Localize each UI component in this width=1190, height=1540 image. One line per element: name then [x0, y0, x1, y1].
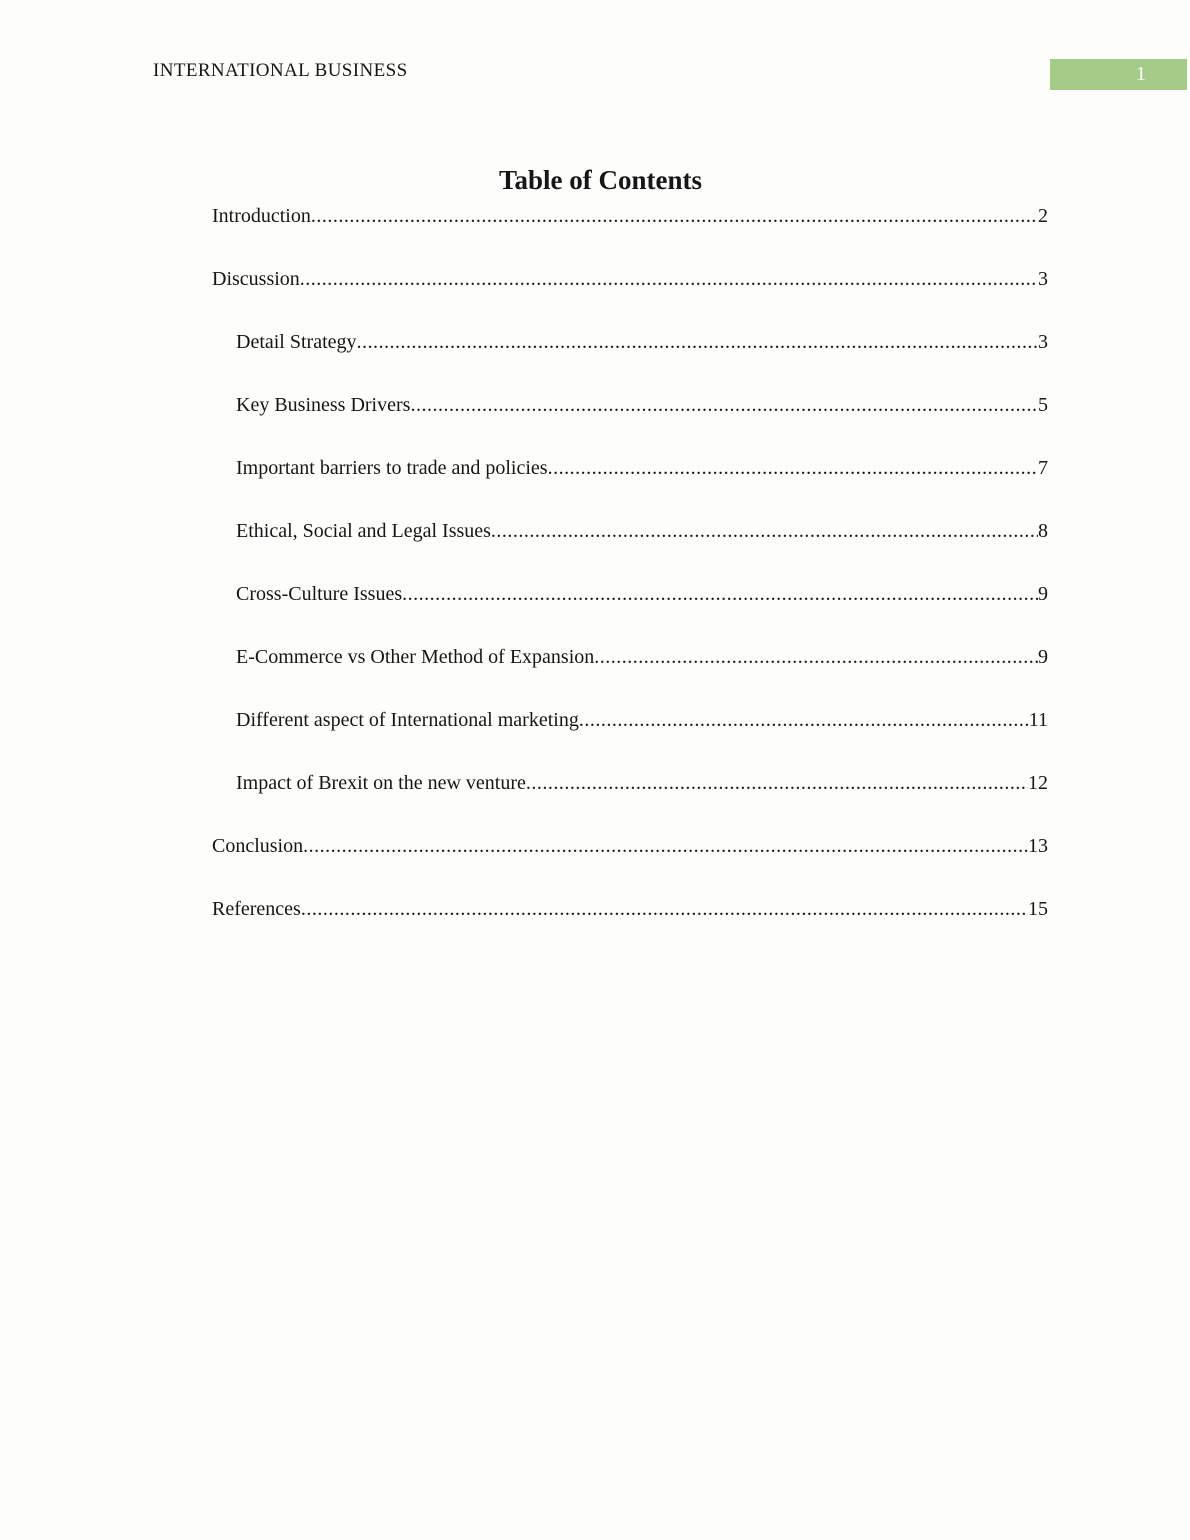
toc-entry[interactable]	[212, 266, 1048, 292]
toc-dot-leader	[491, 518, 1038, 544]
toc-entry-label: Ethical, Social and Legal Issues	[236, 520, 491, 542]
toc-entry[interactable]	[236, 518, 1048, 544]
toc-entry-page: 9	[1038, 583, 1048, 605]
toc-entry-page: 3	[1038, 331, 1048, 353]
running-head: INTERNATIONAL BUSINESS	[153, 60, 408, 81]
toc-entry-page: 8	[1038, 520, 1048, 542]
toc-entry-label: Impact of Brexit on the new venture	[236, 772, 526, 794]
toc-entry[interactable]	[212, 896, 1048, 922]
toc-entry-label: Discussion	[212, 268, 300, 290]
toc-entry-page: 11	[1028, 709, 1048, 731]
toc-entry-label: Introduction	[212, 205, 311, 227]
toc-dot-leader	[303, 833, 1028, 859]
toc-entry[interactable]	[236, 707, 1048, 733]
toc-entry-label: References	[212, 898, 301, 920]
toc-entry-label: Different aspect of International marketing	[236, 709, 579, 731]
toc-entry[interactable]	[236, 581, 1048, 607]
toc-entry-page: 2	[1038, 205, 1048, 227]
toc-entry-label: Conclusion	[212, 835, 304, 857]
toc-entry-label: Key Business Drivers	[236, 394, 411, 416]
toc-dot-leader	[357, 329, 1038, 355]
toc-dot-leader	[548, 455, 1038, 481]
toc-dot-leader	[300, 266, 1038, 292]
toc-entry-page: 7	[1038, 457, 1048, 479]
toc-entry[interactable]	[236, 644, 1048, 670]
toc-dot-leader	[526, 770, 1028, 796]
toc-entry-page: 13	[1028, 835, 1048, 857]
toc-title: Table of Contents	[498, 165, 703, 195]
toc-entry[interactable]	[212, 203, 1048, 229]
toc-dot-leader	[311, 203, 1038, 229]
toc-dot-leader	[594, 644, 1038, 670]
toc-entry-label: Detail Strategy	[236, 331, 357, 353]
table-of-contents	[153, 163, 1048, 959]
toc-entry-label: E-Commerce vs Other Method of Expansion	[236, 646, 595, 668]
toc-dot-leader	[402, 581, 1038, 607]
toc-dot-leader	[410, 392, 1038, 418]
toc-entry-page: 5	[1038, 394, 1048, 416]
toc-entry-page: 3	[1038, 268, 1048, 290]
toc-list	[153, 203, 1048, 922]
toc-entry-page: 15	[1028, 898, 1048, 920]
toc-entry-label: Cross-Culture Issues	[236, 583, 403, 605]
toc-entry[interactable]	[212, 833, 1048, 859]
toc-entry[interactable]	[236, 770, 1048, 796]
toc-entry[interactable]	[236, 392, 1048, 418]
page-number-badge	[1050, 59, 1187, 90]
toc-dot-leader	[579, 707, 1029, 733]
toc-entry[interactable]	[236, 329, 1048, 355]
toc-entry-label: Important barriers to trade and policies	[236, 457, 548, 479]
page-number: 1	[1136, 63, 1146, 85]
toc-entry-page: 9	[1038, 646, 1048, 668]
toc-dot-leader	[301, 896, 1028, 922]
toc-entry[interactable]	[236, 455, 1048, 481]
toc-entry-page: 12	[1028, 772, 1048, 794]
